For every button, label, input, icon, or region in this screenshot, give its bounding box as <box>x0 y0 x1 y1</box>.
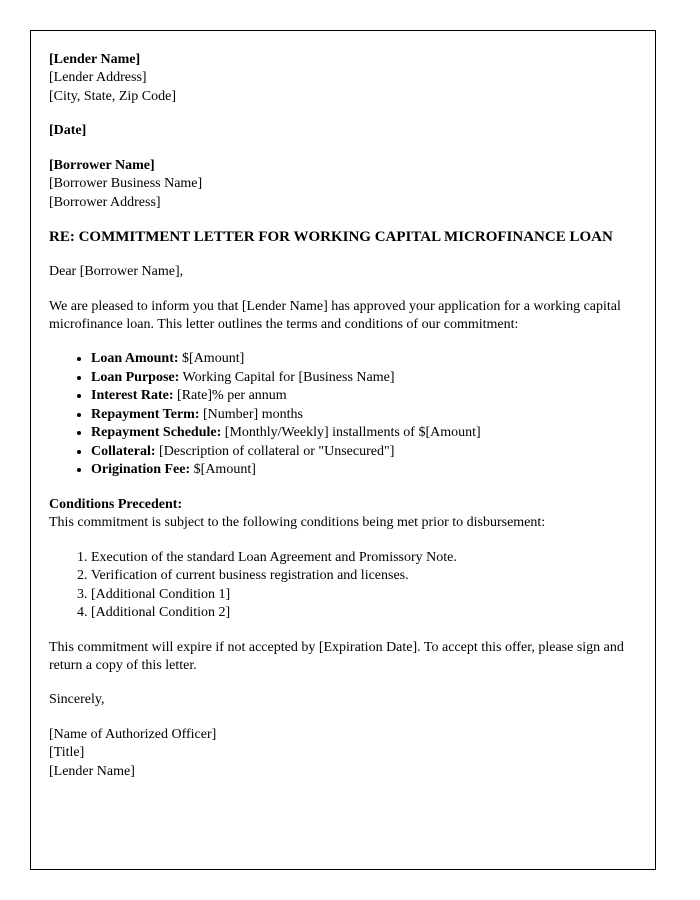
lender-name: [Lender Name] <box>49 52 141 67</box>
conditions-intro: This commitment is subject to the following conditions being met prior to disbursement: <box>49 515 546 531</box>
borrower-name: [Borrower Name] <box>49 157 155 173</box>
term-label: Repayment Schedule: <box>91 425 222 441</box>
subject-line: RE: COMMITMENT LETTER FOR WORKING CAPITAL MICROFINANCE LOAN <box>49 229 613 246</box>
list-item: 4. [Additional Condition 2] <box>91 604 637 622</box>
term-label: Loan Amount: <box>91 351 179 367</box>
letter-page <box>30 30 656 870</box>
term-value: $[Amount] <box>193 462 256 478</box>
list-item: 3. [Additional Condition 1] <box>91 586 637 604</box>
expiration-paragraph: This commitment will expire if not accepted by [Expiration Date]. To accept this offer, please sign and return a copy of this letter. <box>49 639 624 673</box>
term-value: Working Capital for [Business Name] <box>182 369 395 385</box>
term-label: Collateral: <box>91 443 156 459</box>
officer-name: [Name of Authorized Officer] <box>49 726 217 742</box>
term-value: $[Amount] <box>182 351 245 367</box>
lender-city-state-zip: [City, State, Zip Code] <box>49 88 177 104</box>
borrower-address: [Borrower Address] <box>49 194 161 210</box>
conditions-list <box>49 549 637 623</box>
list-item <box>91 424 637 442</box>
list-item <box>91 387 637 405</box>
lender-address: [Lender Address] <box>49 70 147 86</box>
conditions-heading: Conditions Precedent: <box>49 496 183 512</box>
lender-address-block <box>49 51 637 106</box>
closing: Sincerely, <box>49 692 105 708</box>
date-block <box>49 122 637 140</box>
list-item <box>91 350 637 368</box>
list-item: 1. Execution of the standard Loan Agreement and Promissory Note. <box>91 549 637 567</box>
conditions-precedent-block <box>49 496 637 533</box>
officer-title: [Title] <box>49 745 85 761</box>
list-item <box>91 443 637 461</box>
list-item: 2. Verification of current business registration and licenses. <box>91 567 637 585</box>
term-value: [Number] months <box>203 406 303 422</box>
borrower-address-block <box>49 157 637 212</box>
borrower-business-name: [Borrower Business Name] <box>49 176 203 192</box>
term-value: [Monthly/Weekly] installments of $[Amount] <box>224 425 481 441</box>
loan-terms-list <box>49 350 637 479</box>
letter-date: [Date] <box>49 123 87 139</box>
list-item <box>91 461 637 479</box>
term-value: [Rate]% per annum <box>177 388 287 404</box>
term-label: Interest Rate: <box>91 388 174 404</box>
list-item <box>91 369 637 387</box>
term-label: Loan Purpose: <box>91 369 180 385</box>
signature-lender-name: [Lender Name] <box>49 763 135 779</box>
intro-paragraph: We are pleased to inform you that [Lender Name] has approved your application for a working capital microfinance loan. This letter outlines the terms and conditions of our commitment: <box>49 298 621 332</box>
signature-block <box>49 726 637 781</box>
salutation: Dear [Borrower Name], <box>49 264 184 280</box>
term-label: Origination Fee: <box>91 462 191 478</box>
term-label: Repayment Term: <box>91 406 200 422</box>
list-item <box>91 406 637 424</box>
term-value: [Description of collateral or "Unsecured"] <box>159 443 395 459</box>
